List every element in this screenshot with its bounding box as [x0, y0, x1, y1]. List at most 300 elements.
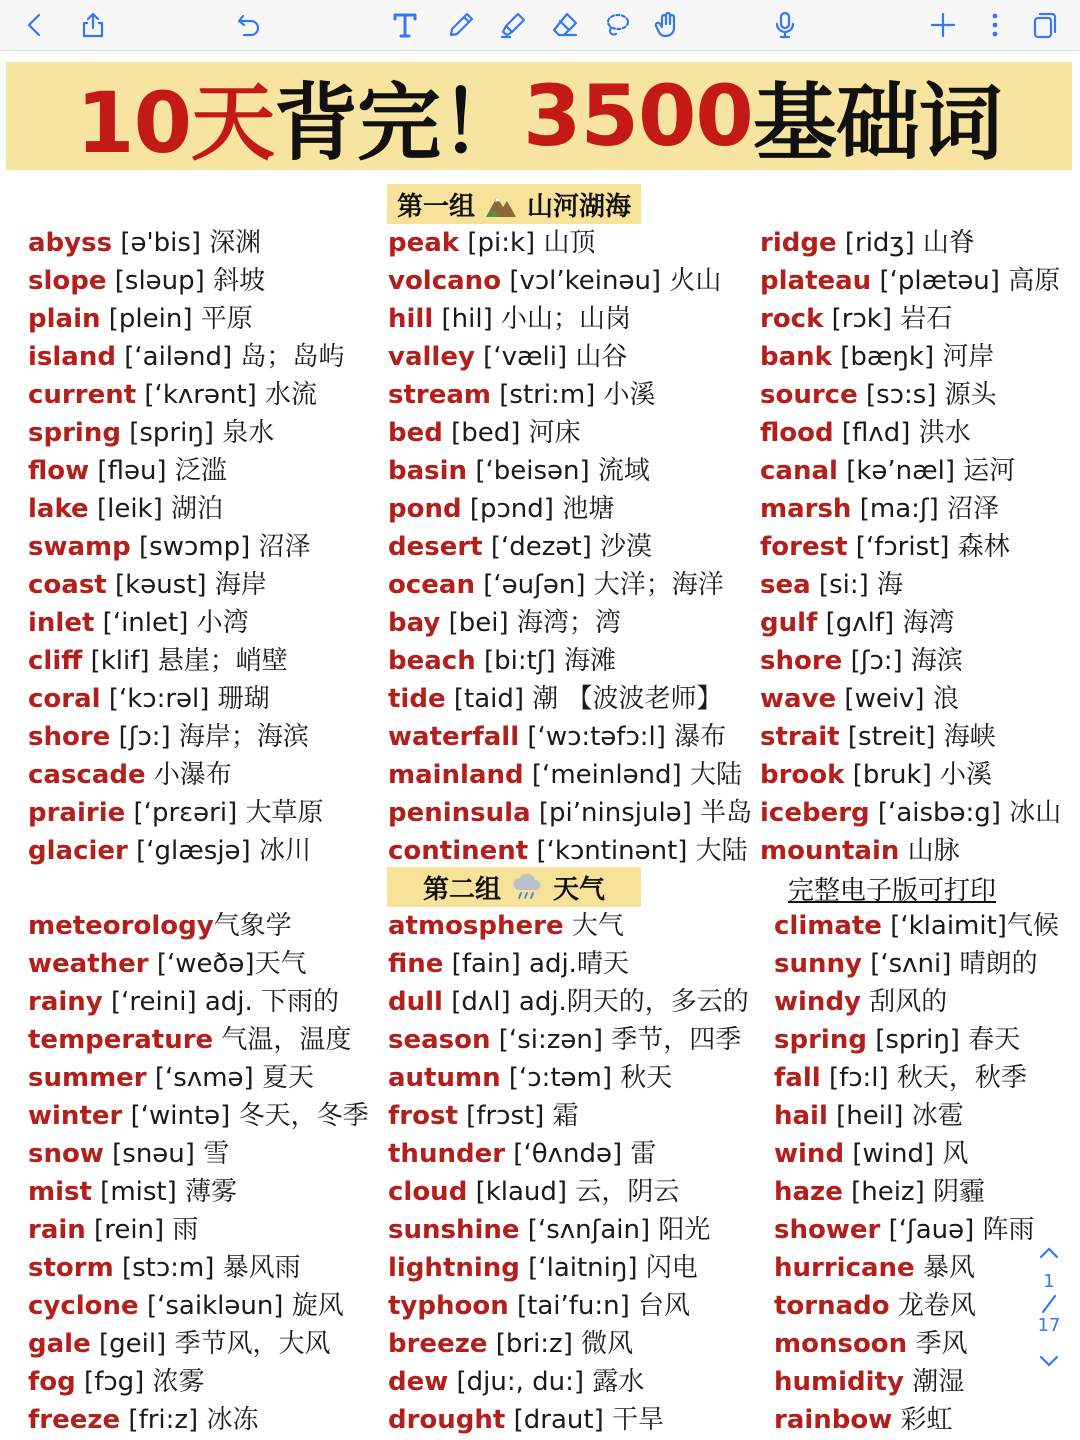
- word-entry: [28, 1401, 388, 1439]
- english-word: basin: [388, 456, 468, 486]
- english-word: inlet: [28, 608, 95, 638]
- word-entry: [28, 718, 388, 756]
- phonetic-and-meaning: [vɔl’keinəu] 火山: [501, 266, 722, 296]
- english-word: fog: [28, 1367, 76, 1397]
- english-word: beach: [388, 646, 476, 676]
- english-word: monsoon: [774, 1329, 908, 1359]
- phonetic-and-meaning: [kə’næl] 运河: [837, 456, 1016, 486]
- phonetic-and-meaning: 刮风的: [861, 987, 948, 1017]
- word-entry: [760, 604, 1070, 642]
- english-word: peak: [388, 228, 460, 258]
- group-1-column-2: [388, 224, 753, 870]
- english-word: humidity: [774, 1367, 904, 1397]
- phonetic-and-meaning: [klif] 悬崖；峭壁: [82, 646, 288, 676]
- phonetic-and-meaning: [bruk] 小溪: [844, 760, 992, 790]
- phonetic-and-meaning: [‘əuʃən] 大洋；海洋: [474, 570, 724, 600]
- word-entry: [774, 1211, 1064, 1249]
- banner-part-4: 基础词: [752, 73, 1002, 172]
- english-word: rainbow: [774, 1405, 893, 1435]
- english-word: lightning: [388, 1253, 520, 1283]
- english-word: dew: [388, 1367, 449, 1397]
- word-entry: [388, 1287, 748, 1325]
- english-word: source: [760, 380, 858, 410]
- english-word: tide: [388, 684, 446, 714]
- phonetic-and-meaning: [heil] 冰雹: [827, 1101, 964, 1131]
- lasso-icon[interactable]: [598, 6, 636, 44]
- english-word: glacier: [28, 836, 128, 866]
- word-entry: [760, 300, 1070, 338]
- word-entry: [28, 1021, 388, 1059]
- english-word: bay: [388, 608, 441, 638]
- english-word: desert: [388, 532, 483, 562]
- phonetic-and-meaning: 彩虹: [892, 1405, 953, 1435]
- word-entry: [388, 642, 748, 680]
- english-word: typhoon: [388, 1291, 509, 1321]
- word-entry: [28, 1249, 388, 1287]
- english-word: wave: [760, 684, 837, 714]
- phonetic-and-meaning: [‘væli] 山谷: [474, 342, 628, 372]
- word-entry: [388, 1211, 748, 1249]
- phonetic-and-meaning: [heiz] 阴霾: [842, 1177, 985, 1207]
- word-entry: [28, 224, 388, 262]
- toolbar: [0, 0, 1080, 51]
- title-banner: [6, 62, 1072, 170]
- word-entry: [388, 1249, 748, 1287]
- english-word: winter: [28, 1101, 123, 1131]
- english-word: thunder: [388, 1139, 506, 1169]
- phonetic-and-meaning: [stɔ:m] 暴风雨: [113, 1253, 301, 1283]
- phonetic-and-meaning: [‘dezət] 沙漠: [482, 532, 653, 562]
- word-entry: [760, 680, 1070, 718]
- english-word: rock: [760, 304, 824, 334]
- word-entry: [388, 300, 748, 338]
- phonetic-and-meaning: [fɔg] 浓雾: [75, 1367, 205, 1397]
- word-entry: [388, 452, 748, 490]
- phonetic-and-meaning: [tai’fu:n] 台风: [508, 1291, 691, 1321]
- word-entry: [760, 414, 1070, 452]
- english-word: fall: [774, 1063, 821, 1093]
- english-word: stream: [388, 380, 491, 410]
- phonetic-and-meaning: [‘saikləun] 旋风: [138, 1291, 344, 1321]
- english-word: freeze: [28, 1405, 121, 1435]
- word-entry: [388, 832, 748, 870]
- phonetic-and-meaning: [rein] 雨: [85, 1215, 199, 1245]
- english-word: forest: [760, 532, 848, 562]
- phonetic-and-meaning: 暴风: [914, 1253, 975, 1283]
- phonetic-and-meaning: 大气: [563, 911, 624, 941]
- phonetic-and-meaning: [‘inlet] 小湾: [94, 608, 249, 638]
- word-entry: [388, 1325, 748, 1363]
- phonetic-and-meaning: [‘beisən] 流域: [467, 456, 650, 486]
- word-entry: [388, 338, 748, 376]
- phonetic-and-meaning: [bed] 河床: [442, 418, 581, 448]
- word-entry: [774, 1249, 1064, 1287]
- english-word: hurricane: [774, 1253, 915, 1283]
- english-word: spring: [774, 1025, 867, 1055]
- english-word: mainland: [388, 760, 524, 790]
- word-entry: [774, 1021, 1064, 1059]
- phonetic-and-meaning: [mist] 薄雾: [91, 1177, 238, 1207]
- phonetic-and-meaning: [draut] 干旱: [505, 1405, 664, 1435]
- word-entry: [760, 224, 1070, 262]
- phonetic-and-meaning: [hil] 小山；山岗: [433, 304, 631, 334]
- word-entry: [760, 528, 1070, 566]
- phonetic-and-meaning: [taid] 潮 【波波老师】: [445, 684, 723, 714]
- word-entry: [388, 566, 748, 604]
- word-entry: [388, 414, 748, 452]
- group-1-column-3: [760, 224, 1070, 870]
- english-word: sea: [760, 570, 811, 600]
- phonetic-and-meaning: [leik] 湖泊: [88, 494, 224, 524]
- word-entry: [388, 945, 748, 983]
- word-entry: [28, 262, 388, 300]
- english-word: windy: [774, 987, 862, 1017]
- phonetic-and-meaning: [swɔmp] 沼泽: [130, 532, 311, 562]
- english-word: iceberg: [760, 798, 870, 828]
- hand-icon[interactable]: [648, 6, 686, 44]
- english-word: rain: [28, 1215, 86, 1245]
- phonetic-and-meaning: [ə'bis] 深渊: [112, 228, 262, 258]
- phonetic-and-meaning: [‘ailənd] 岛；岛屿: [115, 342, 345, 372]
- word-entry: [388, 907, 748, 945]
- english-word: waterfall: [388, 722, 520, 752]
- word-entry: [28, 832, 388, 870]
- phonetic-and-meaning: [dʌl] adj.阴天的，多云的: [442, 987, 749, 1017]
- add-icon[interactable]: [924, 6, 962, 44]
- phonetic-and-meaning: [stri:m] 小溪: [491, 380, 656, 410]
- word-entry: [28, 1097, 388, 1135]
- page-indicator: [1034, 1244, 1064, 1380]
- phonetic-and-meaning: [fɔ:l] 秋天，秋季: [820, 1063, 1027, 1093]
- english-word: wind: [774, 1139, 845, 1169]
- phonetic-and-meaning: [‘meinlənd] 大陆: [523, 760, 742, 790]
- phonetic-and-meaning: [klaud] 云，阴云: [467, 1177, 680, 1207]
- word-entry: [760, 642, 1070, 680]
- group-1-title: 山河湖海: [527, 191, 632, 222]
- word-entry: [28, 490, 388, 528]
- english-word: island: [28, 342, 116, 372]
- phonetic-and-meaning: [‘wintə] 冬天，冬季: [122, 1101, 369, 1131]
- word-entry: [388, 1059, 748, 1097]
- phonetic-and-meaning: [spriŋ] 春天: [866, 1025, 1021, 1055]
- pages-icon[interactable]: [1026, 6, 1064, 44]
- phonetic-and-meaning: 气温，温度: [213, 1025, 352, 1055]
- phonetic-and-meaning: [pɔnd] 池塘: [461, 494, 615, 524]
- word-entry: [28, 1135, 388, 1173]
- phonetic-and-meaning: [ʃɔ:] 海岸；海滨: [110, 722, 309, 752]
- word-entry: [388, 1173, 748, 1211]
- phonetic-and-meaning: [‘sʌmə] 夏天: [146, 1063, 314, 1093]
- english-word: flood: [760, 418, 834, 448]
- share-icon[interactable]: [74, 6, 112, 44]
- phonetic-and-meaning: [rɔk] 岩石: [823, 304, 953, 334]
- english-word: prairie: [28, 798, 126, 828]
- english-word: dull: [388, 987, 443, 1017]
- english-word: marsh: [760, 494, 852, 524]
- phonetic-and-meaning: 龙卷风: [889, 1291, 976, 1321]
- group-2-heading: [387, 867, 641, 907]
- banner-part-1: 10天: [76, 73, 275, 172]
- word-entry: [388, 1097, 748, 1135]
- phonetic-and-meaning: [‘sʌni] 晴朗的: [861, 949, 1038, 979]
- english-word: climate: [774, 911, 882, 941]
- word-entry: [28, 756, 388, 794]
- english-word: fine: [388, 949, 444, 979]
- english-word: tornado: [774, 1291, 890, 1321]
- print-note-link[interactable]: 完整电子版可打印: [788, 876, 997, 906]
- english-word: hill: [388, 304, 434, 334]
- mic-icon[interactable]: [766, 6, 804, 44]
- current-page: 1: [1043, 1271, 1055, 1292]
- phonetic-and-meaning: [‘si:zən] 季节，四季: [490, 1025, 742, 1055]
- word-entry: [28, 642, 388, 680]
- word-entry: [760, 338, 1070, 376]
- english-word: summer: [28, 1063, 147, 1093]
- word-entry: [28, 1173, 388, 1211]
- word-entry: [388, 794, 753, 832]
- word-entry: [388, 528, 748, 566]
- phonetic-and-meaning: 气象学: [213, 911, 292, 941]
- word-entry: [28, 528, 388, 566]
- word-entry: [388, 1401, 748, 1439]
- english-word: continent: [388, 836, 529, 866]
- phonetic-and-meaning: [‘kʌrənt] 水流: [136, 380, 318, 410]
- phonetic-and-meaning: [sɔ:s] 源头: [857, 380, 997, 410]
- english-word: atmosphere: [388, 911, 564, 941]
- group-1-column-1: [28, 224, 388, 870]
- english-word: ocean: [388, 570, 475, 600]
- phonetic-and-meaning: [‘laitniŋ] 闪电: [519, 1253, 698, 1283]
- phonetic-and-meaning: 潮湿: [903, 1367, 965, 1397]
- english-word: current: [28, 380, 137, 410]
- word-entry: [28, 945, 388, 983]
- phonetic-and-meaning: [pi:k] 山顶: [459, 228, 596, 258]
- phonetic-and-meaning: [pi’ninsjulə] 半岛: [530, 798, 753, 828]
- english-word: pond: [388, 494, 462, 524]
- word-entry: [760, 566, 1070, 604]
- english-word: brook: [760, 760, 845, 790]
- english-word: plain: [28, 304, 101, 334]
- word-entry: [774, 1097, 1064, 1135]
- phonetic-and-meaning: [‘aisbə:g] 冰山: [869, 798, 1062, 828]
- phonetic-and-meaning: [fri:z] 冰冻: [120, 1405, 259, 1435]
- word-entry: [28, 794, 388, 832]
- english-word: temperature: [28, 1025, 214, 1055]
- phonetic-and-meaning: [‘fɔrist] 森林: [847, 532, 1010, 562]
- english-word: weather: [28, 949, 149, 979]
- phonetic-and-meaning: [‘kɔ:rəl] 珊瑚: [100, 684, 270, 714]
- word-entry: [28, 983, 388, 1021]
- word-entry: [774, 983, 1064, 1021]
- english-word: valley: [388, 342, 475, 372]
- english-word: mountain: [760, 836, 900, 866]
- phonetic-and-meaning: [wind] 风: [844, 1139, 969, 1169]
- phonetic-and-meaning: [‘plætəu] 高原: [871, 266, 1061, 296]
- english-word: gale: [28, 1329, 91, 1359]
- english-word: shore: [760, 646, 843, 676]
- phonetic-and-meaning: [‘prɛəri] 大草原: [125, 798, 324, 828]
- english-word: ridge: [760, 228, 837, 258]
- phonetic-and-meaning: [kəust] 海岸: [106, 570, 267, 600]
- word-entry: [28, 338, 388, 376]
- english-word: rainy: [28, 987, 103, 1017]
- word-entry: [760, 832, 1070, 870]
- word-entry: [28, 566, 388, 604]
- word-entry: [760, 756, 1070, 794]
- english-word: shower: [774, 1215, 881, 1245]
- english-word: lake: [28, 494, 89, 524]
- english-word: haze: [774, 1177, 843, 1207]
- word-entry: [28, 680, 388, 718]
- english-word: snow: [28, 1139, 104, 1169]
- word-entry: [760, 376, 1070, 414]
- phonetic-and-meaning: [snəu] 雪: [103, 1139, 230, 1169]
- word-entry: [28, 1211, 388, 1249]
- english-word: sunshine: [388, 1215, 520, 1245]
- word-entry: [774, 1173, 1064, 1211]
- word-entry: [774, 907, 1064, 945]
- group-2-column-3: [774, 907, 1064, 1439]
- english-word: mist: [28, 1177, 92, 1207]
- english-word: cliff: [28, 646, 83, 676]
- word-entry: [774, 1325, 1064, 1363]
- mountain-icon: [485, 189, 517, 219]
- phonetic-and-meaning: 小瀑布: [145, 760, 232, 790]
- word-entry: [760, 262, 1070, 300]
- banner-part-3: 3500: [523, 67, 753, 165]
- phonetic-and-meaning: [ridʒ] 山脊: [836, 228, 975, 258]
- english-word: flow: [28, 456, 90, 486]
- phonetic-and-meaning: 季风: [907, 1329, 968, 1359]
- phonetic-and-meaning: [dju:, du:] 露水: [448, 1367, 645, 1397]
- word-entry: [28, 300, 388, 338]
- english-word: coast: [28, 570, 107, 600]
- english-word: slope: [28, 266, 107, 296]
- word-entry: [388, 604, 748, 642]
- group-2-column-2: [388, 907, 748, 1439]
- phonetic-and-meaning: [geil] 季节风，大风: [90, 1329, 331, 1359]
- phonetic-and-meaning: [‘wɔ:təfɔ:l] 瀑布: [519, 722, 727, 752]
- page-down-icon[interactable]: [1034, 1352, 1064, 1380]
- english-word: shore: [28, 722, 111, 752]
- english-word: cyclone: [28, 1291, 139, 1321]
- word-entry: [774, 1401, 1064, 1439]
- phonetic-and-meaning: [streit] 海峡: [839, 722, 996, 752]
- phonetic-and-meaning: [bæŋk] 河岸: [831, 342, 995, 372]
- group-2-label: 第二组: [422, 874, 501, 905]
- english-word: meteorology: [28, 911, 214, 941]
- word-entry: [388, 1135, 748, 1173]
- phonetic-and-meaning: [gʌlf] 海湾: [817, 608, 955, 638]
- pen-icon[interactable]: [442, 6, 480, 44]
- back-icon[interactable]: [16, 6, 54, 44]
- page-up-icon[interactable]: [1034, 1244, 1064, 1272]
- phonetic-and-meaning: [‘sʌnʃain] 阳光: [519, 1215, 711, 1245]
- english-word: bed: [388, 418, 443, 448]
- total-pages: 17: [1037, 1315, 1061, 1336]
- phonetic-and-meaning: [bei] 海湾；湾: [440, 608, 621, 638]
- phonetic-and-meaning: [flʌd] 洪水: [833, 418, 971, 448]
- word-entry: [388, 1021, 748, 1059]
- phonetic-and-meaning: [‘klaimit]气候: [881, 911, 1059, 941]
- word-entry: [388, 718, 748, 756]
- english-word: bank: [760, 342, 832, 372]
- english-word: volcano: [388, 266, 502, 296]
- cloud-rain-icon: [511, 872, 543, 902]
- phonetic-and-meaning: [‘ɔ:təm] 秋天: [500, 1063, 673, 1093]
- english-word: swamp: [28, 532, 131, 562]
- phonetic-and-meaning: [‘weðə]天气: [148, 949, 307, 979]
- english-word: breeze: [388, 1329, 488, 1359]
- phonetic-and-meaning: [sləup] 斜坡: [106, 266, 266, 296]
- phonetic-and-meaning: [weiv] 浪: [836, 684, 959, 714]
- phonetic-and-meaning: [ma:ʃ] 沼泽: [851, 494, 1000, 524]
- word-entry: [28, 1059, 388, 1097]
- word-entry: [774, 1059, 1064, 1097]
- word-entry: [28, 414, 388, 452]
- highlighter-icon[interactable]: [494, 6, 532, 44]
- word-entry: [388, 490, 748, 528]
- phonetic-and-meaning: [bri:z] 微风: [487, 1329, 634, 1359]
- word-entry: [388, 680, 748, 718]
- eraser-icon[interactable]: [546, 6, 584, 44]
- word-entry: [774, 1363, 1064, 1401]
- group-1-label: 第一组: [396, 191, 475, 222]
- english-word: plateau: [760, 266, 872, 296]
- phonetic-and-meaning: [fləu] 泛滥: [89, 456, 227, 486]
- phonetic-and-meaning: [bi:tʃ] 海滩: [475, 646, 616, 676]
- word-entry: [774, 945, 1064, 983]
- group-2-title: 天气: [553, 874, 606, 905]
- word-entry: [774, 1287, 1064, 1325]
- word-entry: [28, 1363, 388, 1401]
- phonetic-and-meaning: [‘reini] adj. 下雨的: [102, 987, 340, 1017]
- word-entry: [388, 262, 748, 300]
- english-word: gulf: [760, 608, 818, 638]
- phonetic-and-meaning: [fain] adj.晴天: [443, 949, 629, 979]
- word-entry: [28, 1287, 388, 1325]
- phonetic-and-meaning: [‘ʃauə] 阵雨: [880, 1215, 1035, 1245]
- more-icon[interactable]: [976, 6, 1014, 44]
- english-word: sunny: [774, 949, 862, 979]
- page-separator-icon: [1034, 1292, 1064, 1316]
- english-word: coral: [28, 684, 101, 714]
- word-entry: [760, 490, 1070, 528]
- word-entry: [774, 1135, 1064, 1173]
- english-word: abyss: [28, 228, 113, 258]
- undo-icon[interactable]: [230, 6, 268, 44]
- word-entry: [28, 907, 388, 945]
- phonetic-and-meaning: [si:] 海: [810, 570, 904, 600]
- english-word: strait: [760, 722, 840, 752]
- word-entry: [28, 376, 388, 414]
- english-word: storm: [28, 1253, 114, 1283]
- word-entry: [760, 794, 1070, 832]
- english-word: peninsula: [388, 798, 531, 828]
- phonetic-and-meaning: 山脉: [899, 836, 960, 866]
- word-entry: [388, 983, 748, 1021]
- banner-part-2: 背完！: [274, 73, 524, 172]
- group-2-column-1: [28, 907, 388, 1439]
- text-icon[interactable]: [386, 6, 424, 44]
- english-word: hail: [774, 1101, 828, 1131]
- english-word: spring: [28, 418, 121, 448]
- word-entry: [28, 604, 388, 642]
- word-entry: [388, 224, 748, 262]
- word-entry: [760, 452, 1070, 490]
- word-entry: [760, 718, 1070, 756]
- phonetic-and-meaning: [spriŋ] 泉水: [120, 418, 275, 448]
